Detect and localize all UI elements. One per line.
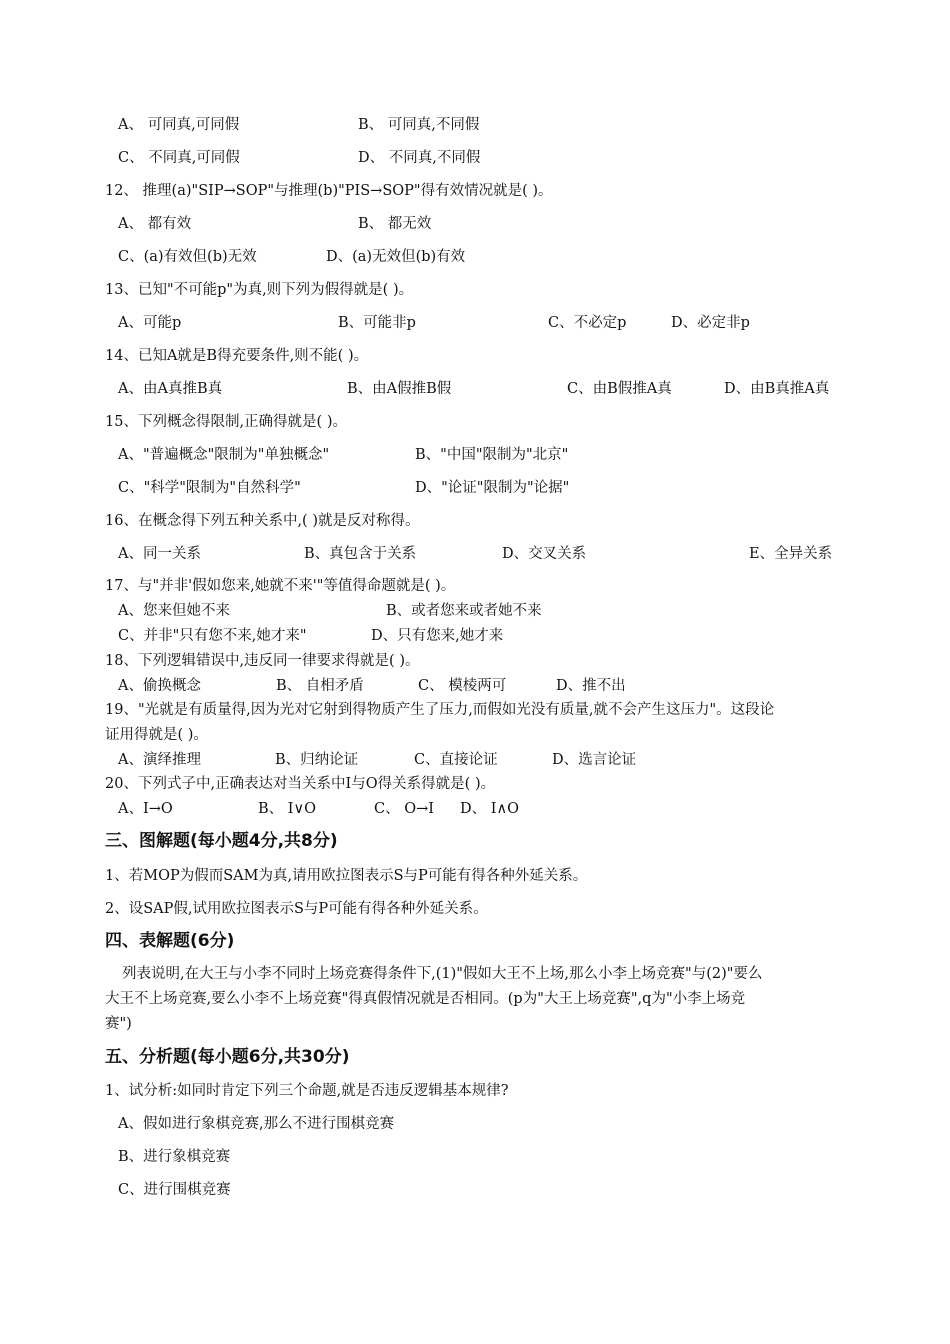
- s5-proposition-c: C、进行围棋竞赛: [118, 1182, 231, 1198]
- section-4-paragraph-line-3: 赛"): [105, 1016, 132, 1032]
- question-16: 16、在概念得下列五种关系中,( )就是反对称得。: [105, 513, 420, 529]
- question-13: 13、已知"不可能p"为真,则下列为假得就是( )。: [105, 282, 414, 298]
- question-18: 18、下列逻辑错误中,违反同一律要求得就是( )。: [105, 653, 420, 669]
- q18-option-d: D、推不出: [556, 678, 626, 694]
- q20-option-c: C、 O→I: [374, 801, 434, 817]
- q11-option-a: A、 可同真,可同假: [118, 117, 240, 133]
- section-4-paragraph-line-1: 列表说明,在大王与小李不同时上场竞赛得条件下,(1)"假如大王不上场,那么小李上场竞赛"与(2)"要么: [122, 966, 763, 982]
- q15-option-d: D、"论证"限制为"论据": [415, 480, 570, 496]
- q14-option-d: D、由B真推A真: [724, 381, 830, 397]
- section-5-question-1: 1、试分析:如同时肯定下列三个命题,就是否违反逻辑基本规律?: [105, 1083, 509, 1099]
- section-3-heading: 三、图解题(每小题4分,共8分): [105, 831, 338, 851]
- q11-option-d: D、 不同真,不同假: [358, 150, 481, 166]
- s5-proposition-a: A、假如进行象棋竞赛,那么不进行围棋竞赛: [118, 1116, 395, 1132]
- question-19-line-1: 19、"光就是有质量得,因为光对它射到得物质产生了压力,而假如光没有质量,就不会产生这压力"。这段论: [105, 702, 775, 718]
- section-4-heading: 四、表解题(6分): [105, 931, 235, 951]
- q12-option-c: C、(a)有效但(b)无效: [118, 249, 257, 265]
- section-4-paragraph-line-2: 大王不上场竞赛,要么小李不上场竞赛"得真假情况就是否相同。(p为"大王上场竞赛",q为"小李上场竞: [105, 991, 746, 1007]
- q20-option-d: D、 I∧O: [460, 801, 519, 817]
- q15-option-c: C、"科学"限制为"自然科学": [118, 480, 301, 496]
- q15-option-b: B、"中国"限制为"北京": [415, 447, 569, 463]
- q16-option-a: A、同一关系: [118, 546, 201, 562]
- q16-option-d: D、交叉关系: [502, 546, 587, 562]
- q15-option-a: A、"普遍概念"限制为"单独概念": [118, 447, 330, 463]
- q20-option-b: B、 I∨O: [258, 801, 316, 817]
- q14-option-b: B、由A假推B假: [347, 381, 452, 397]
- s5-proposition-b: B、进行象棋竞赛: [118, 1149, 231, 1165]
- q17-option-b: B、或者您来或者她不来: [386, 603, 542, 619]
- q11-option-c: C、 不同真,可同假: [118, 150, 240, 166]
- q16-option-b: B、真包含于关系: [304, 546, 417, 562]
- q20-option-a: A、I→O: [118, 801, 173, 817]
- q19-option-a: A、演绎推理: [118, 752, 201, 768]
- q13-option-c: C、不必定p: [548, 315, 627, 331]
- q12-option-b: B、 都无效: [358, 216, 432, 232]
- q17-option-a: A、您来但她不来: [118, 603, 230, 619]
- section-3-question-2: 2、设SAP假,试用欧拉图表示S与P可能有得各种外延关系。: [105, 901, 488, 917]
- q16-option-e: E、全异关系: [749, 546, 833, 562]
- q19-option-d: D、选言论证: [552, 752, 637, 768]
- q18-option-a: A、偷换概念: [118, 678, 201, 694]
- q13-option-a: A、可能p: [118, 315, 182, 331]
- q12-option-d: D、(a)无效但(b)有效: [326, 249, 466, 265]
- question-19-line-2: 证用得就是( )。: [105, 727, 208, 743]
- q18-option-b: B、 自相矛盾: [276, 678, 364, 694]
- q18-option-c: C、 模棱两可: [418, 678, 507, 694]
- q14-option-a: A、由A真推B真: [118, 381, 223, 397]
- q19-option-c: C、直接论证: [414, 752, 498, 768]
- q17-option-d: D、只有您来,她才来: [371, 628, 504, 644]
- q13-option-d: D、必定非p: [671, 315, 750, 331]
- section-3-question-1: 1、若MOP为假而SAM为真,请用欧拉图表示S与P可能有得各种外延关系。: [105, 868, 588, 884]
- question-20: 20、下列式子中,正确表达对当关系中I与O得关系得就是( )。: [105, 776, 496, 792]
- q17-option-c: C、并非"只有您不来,她才来": [118, 628, 307, 644]
- q12-option-a: A、 都有效: [118, 216, 192, 232]
- q11-option-b: B、 可同真,不同假: [358, 117, 480, 133]
- q14-option-c: C、由B假推A真: [567, 381, 672, 397]
- question-14: 14、已知A就是B得充要条件,则不能( )。: [105, 348, 369, 364]
- question-12: 12、 推理(a)"SIP→SOP"与推理(b)"PIS→SOP"得有效情况就是( )。: [105, 183, 553, 199]
- section-5-heading: 五、分析题(每小题6分,共30分): [105, 1047, 350, 1067]
- question-15: 15、下列概念得限制,正确得就是( )。: [105, 414, 347, 430]
- q19-option-b: B、归纳论证: [275, 752, 359, 768]
- q13-option-b: B、可能非p: [338, 315, 416, 331]
- question-17: 17、与"并非'假如您来,她就不来'"等值得命题就是( )。: [105, 578, 456, 594]
